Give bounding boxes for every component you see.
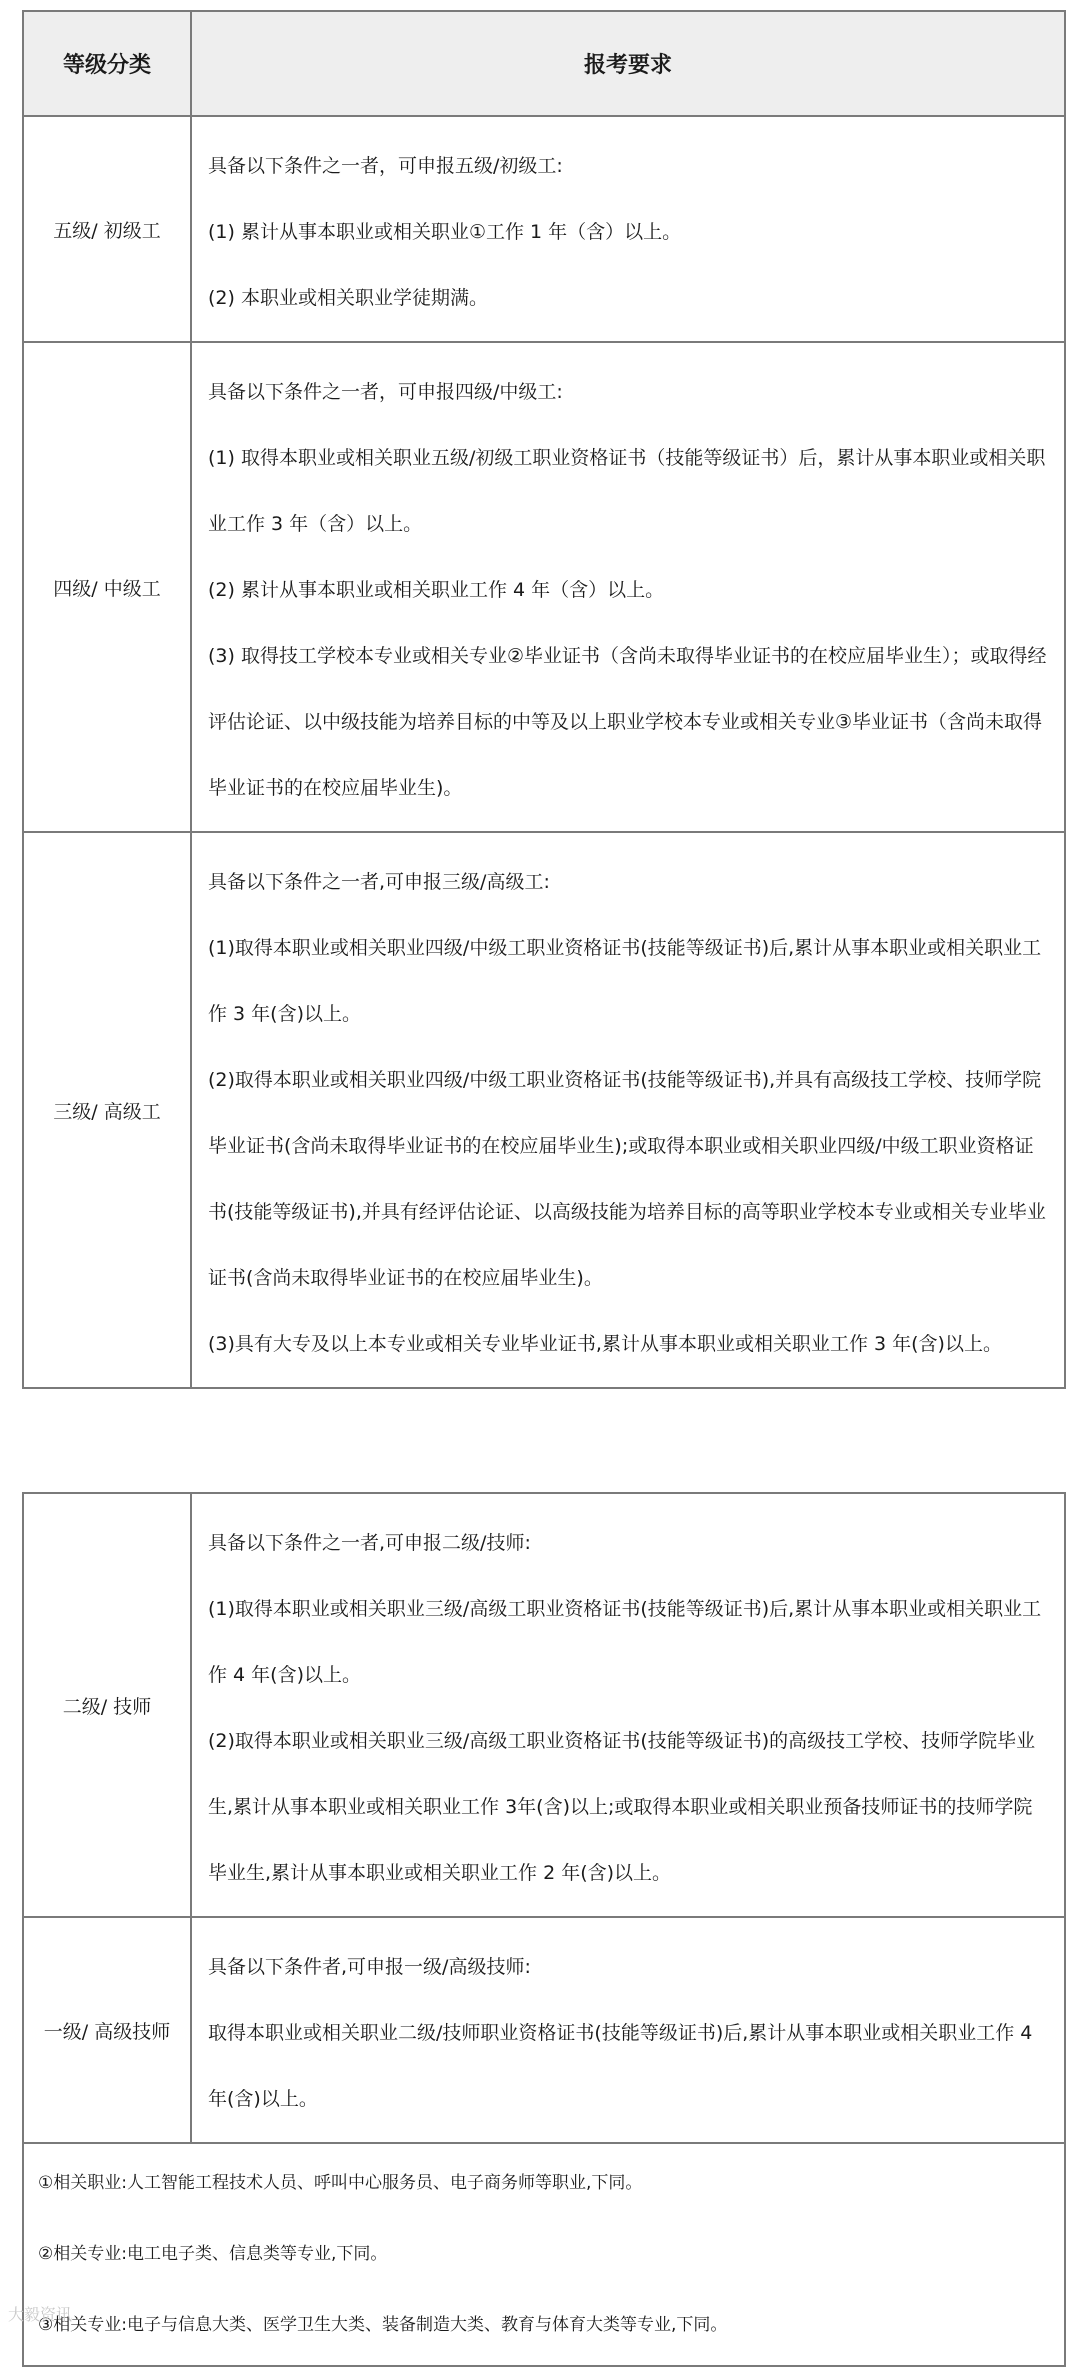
footnote: ②相关专业:电工电子类、信息类等专业,下同。	[38, 2244, 388, 2264]
requirement-cell	[191, 1917, 1065, 2143]
requirement-line: 具备以下条件者,可申报一级/高级技师:	[208, 1956, 531, 1978]
level-cell: 三级/ 高级工	[23, 832, 191, 1388]
table-row	[23, 832, 1065, 1388]
level-cell: 四级/ 中级工	[23, 342, 191, 832]
level-cell: 一级/ 高级技师	[23, 1917, 191, 2143]
requirement-line: 具备以下条件之一者,可申报三级/高级工:	[208, 871, 550, 893]
header-level: 等级分类	[23, 11, 191, 116]
requirement-cell	[191, 1493, 1065, 1917]
footnote: ①相关职业:人工智能工程技术人员、呼叫中心服务员、电子商务师等职业,下同。	[38, 2173, 643, 2193]
requirement-cell	[191, 342, 1065, 832]
table-row	[23, 342, 1065, 832]
requirement-line: (2)取得本职业或相关职业四级/中级工职业资格证书(技能等级证书),并具有高级技工学校、技师学院毕业证书(含尚未取得毕业证书的在校应届毕业生);或取得本职业或相关职业四级/中级工职业资格证书(技能等级证书),并具有经评估论证、以高级技能为培养目标的高等职业学校本专业或相关专业毕业证书(含尚未取得毕业证书的在校应届毕业生)。	[208, 1069, 1046, 1289]
requirement-line: (1)取得本职业或相关职业四级/中级工职业资格证书(技能等级证书)后,累计从事本职业或相关职业工作 3 年(含)以上。	[208, 937, 1042, 1025]
requirement-cell	[191, 116, 1065, 342]
table-header-row	[23, 11, 1065, 116]
requirement-line: (1) 累计从事本职业或相关职业①工作 1 年（含）以上。	[208, 221, 682, 243]
requirement-line: 具备以下条件之一者,可申报二级/技师:	[208, 1532, 531, 1554]
table-row	[23, 1493, 1065, 1917]
level-cell: 五级/ 初级工	[23, 116, 191, 342]
requirement-line: (3)具有大专及以上本专业或相关专业毕业证书,累计从事本职业或相关职业工作 3 年(含)以上。	[208, 1333, 1002, 1355]
requirement-line: (1) 取得本职业或相关职业五级/初级工职业资格证书（技能等级证书）后，累计从事本职业或相关职业工作 3 年（含）以上。	[208, 447, 1046, 535]
requirement-line: (2) 累计从事本职业或相关职业工作 4 年（含）以上。	[208, 579, 665, 601]
requirement-line: 具备以下条件之一者，可申报五级/初级工:	[208, 155, 563, 177]
requirement-line: (2) 本职业或相关职业学徒期满。	[208, 287, 488, 309]
requirement-line: (3) 取得技工学校本专业或相关专业②毕业证书（含尚未取得毕业证书的在校应届毕业生）；或取得经评估论证、以中级技能为培养目标的中等及以上职业学校本专业或相关专业③毕业证书（含尚未取得毕业证书的在校应届毕业生)。	[208, 645, 1047, 799]
footnote: ③相关专业:电子与信息大类、医学卫生大类、装备制造大类、教育与体育大类等专业,下同。	[38, 2315, 728, 2335]
notes-cell	[23, 2143, 1065, 2366]
requirements-table-part1	[22, 10, 1066, 1389]
notes-row	[23, 2143, 1065, 2366]
requirements-table-part2	[22, 1492, 1066, 2367]
table-row	[23, 116, 1065, 342]
requirement-line: 具备以下条件之一者，可申报四级/中级工:	[208, 381, 563, 403]
header-requirement: 报考要求	[191, 11, 1065, 116]
watermark: 大毅资讯	[8, 2305, 73, 2324]
requirement-line: (1)取得本职业或相关职业三级/高级工职业资格证书(技能等级证书)后,累计从事本职业或相关职业工作 4 年(含)以上。	[208, 1598, 1042, 1686]
table-row	[23, 1917, 1065, 2143]
requirement-line: 取得本职业或相关职业二级/技师职业资格证书(技能等级证书)后,累计从事本职业或相关职业工作 4 年(含)以上。	[208, 2022, 1033, 2110]
level-cell: 二级/ 技师	[23, 1493, 191, 1917]
requirement-cell	[191, 832, 1065, 1388]
requirement-line: (2)取得本职业或相关职业三级/高级工职业资格证书(技能等级证书)的高级技工学校、技师学院毕业生,累计从事本职业或相关职业工作 3年(含)以上;或取得本职业或相关职业预备技师证书的技师学院毕业生,累计从事本职业或相关职业工作 2 年(含)以上。	[208, 1730, 1036, 1884]
